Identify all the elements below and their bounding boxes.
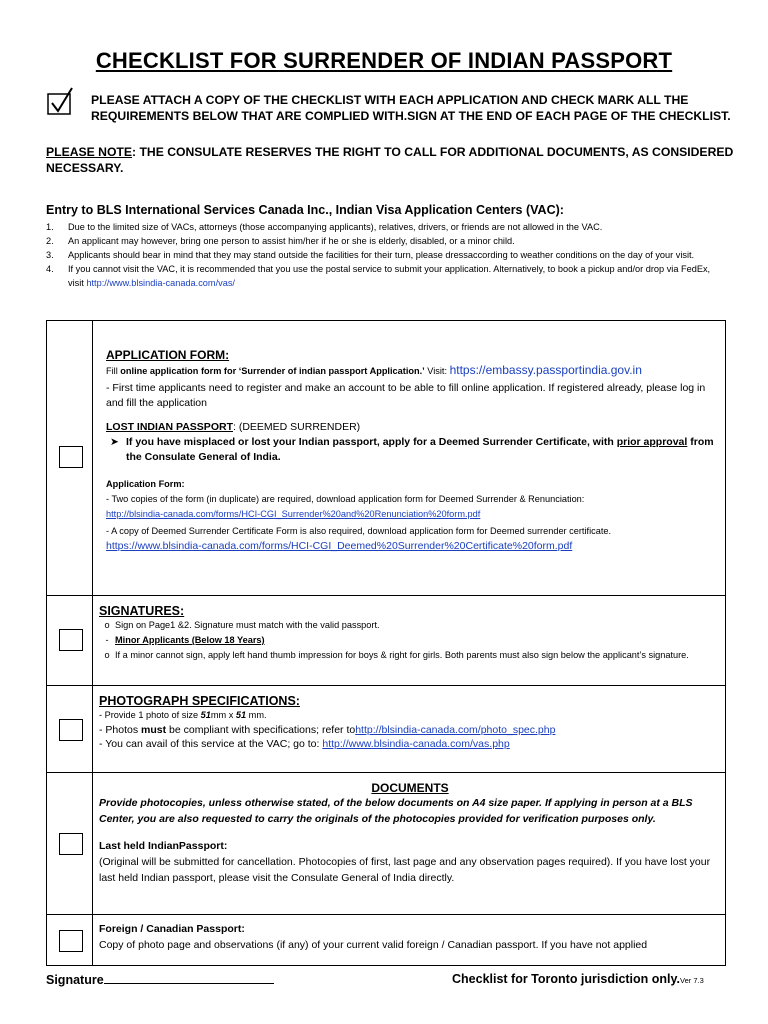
- application-form-subheading: Application Form:: [106, 479, 185, 489]
- documents-intro: Provide photocopies, unless otherwise stated, of the below documents on A4 size paper. If applying in person at a BLS Center, you are also requested to carry the originals of the photocopies provided for verification purposes only.: [99, 797, 693, 825]
- list-text: If a minor cannot sign, apply left hand thumb impression for boys & right for girls. Both parents must also sign below the applicant’s signature.: [115, 650, 689, 660]
- last-passport-text: (Original will be submitted for cancellation. Photocopies of first, last page and any observation pages required). If you have lost your last held Indian passport, please visit the Consulate General of India directly.: [99, 856, 711, 884]
- signatures-row: [47, 595, 725, 685]
- text-part: online application form for ‘Surrender of indian passport Application.’: [120, 366, 425, 376]
- text-part: mm.: [246, 710, 267, 720]
- signatures-heading: SIGNATURES:: [99, 604, 185, 618]
- photo-spec-link[interactable]: http://blsindia-canada.com/photo_spec.php: [355, 724, 556, 736]
- signatures-checkbox[interactable]: [59, 629, 83, 651]
- text-part: - Provide 1 photo of size: [99, 710, 201, 720]
- vac-entry-list: [46, 220, 726, 290]
- checkbox-cell: [47, 596, 93, 685]
- version-label: Ver 7.3: [680, 976, 704, 985]
- please-note-text: : THE CONSULATE RESERVES THE RIGHT TO CALL FOR ADDITIONAL DOCUMENTS, AS CONSIDERED NECESSARY.: [46, 145, 734, 175]
- list-item: [46, 234, 726, 248]
- list-text-part: If you cannot visit the VAC, it is recommended that you use the postal service to submit your application. Alternatively, to book a pickup and/or drop via FedEx, visit: [68, 264, 711, 288]
- text-part: [126, 435, 721, 465]
- application-form-heading: APPLICATION FORM:: [106, 348, 230, 362]
- text-part: mm x: [210, 710, 236, 720]
- list-number: 3.: [46, 250, 54, 260]
- lost-passport-bullet: [106, 435, 721, 465]
- list-item: [46, 248, 726, 262]
- passportindia-link[interactable]: https://embassy.passportindia.gov.in: [449, 363, 642, 377]
- list-number: 2.: [46, 236, 54, 246]
- signature-field[interactable]: [104, 972, 274, 984]
- list-text: An applicant may however, bring one person to assist him/her if he or she is elderly, disabled, or a minor child.: [68, 236, 515, 246]
- photograph-heading: PHOTOGRAPH SPECIFICATIONS:: [99, 694, 300, 708]
- jurisdiction-text: Checklist for Toronto jurisdiction only.: [452, 972, 681, 986]
- jurisdiction-note: [452, 972, 704, 986]
- requirements-table: [46, 320, 726, 966]
- form-line2: - A copy of Deemed Surrender Certificate Form is also required, download application form for Deemed surrender certificate.: [106, 526, 612, 536]
- list-number: 4.: [46, 264, 54, 274]
- checkbox-cell: [47, 321, 93, 595]
- list-item: [46, 262, 726, 290]
- deemed-surrender-form-link[interactable]: https://www.blsindia-canada.com/forms/HCI-CGI_Deemed%20Surrender%20Certificate%20form.pdf: [106, 540, 573, 552]
- foreign-passport-row: [47, 914, 725, 965]
- list-number: 1.: [46, 222, 54, 232]
- lost-passport-heading: [106, 420, 721, 435]
- photo-service-line: [99, 737, 721, 751]
- application-form-line2: - First time applicants need to register and make an account to be able to fill online application. If registered already, please log in and fill the application: [106, 382, 706, 409]
- documents-row: [47, 772, 725, 914]
- form-line1: - Two copies of the form (in duplicate) are required, download application form for Deemed Surrender & Renunciation:: [106, 494, 585, 504]
- photograph-checkbox[interactable]: [59, 719, 83, 741]
- foreign-passport-heading: Foreign / Canadian Passport:: [99, 923, 245, 935]
- text-part: be compliant with specifications; refer to: [166, 724, 356, 736]
- photograph-row: [47, 685, 725, 772]
- vas-link[interactable]: http://www.blsindia-canada.com/vas/: [86, 278, 235, 288]
- application-form-content: [106, 348, 721, 554]
- text-part: - Photos: [99, 724, 142, 736]
- foreign-passport-text: Copy of photo page and observations (if any) of your current valid foreign / Canadian passport. If you have not applied: [99, 939, 648, 951]
- arrow-bullet-icon: ➤: [110, 436, 119, 448]
- text-part: Fill: [106, 366, 121, 376]
- checkbox-cell: [47, 686, 93, 772]
- text-part: LOST INDIAN PASSPORT: [106, 421, 233, 433]
- circle-bullet-icon: o: [104, 620, 110, 630]
- signatures-content: [99, 604, 721, 663]
- list-item: [46, 220, 726, 234]
- text-part: : (DEEMED SURRENDER): [232, 421, 361, 433]
- application-form-row: [47, 321, 725, 595]
- page-title: CHECKLIST FOR SURRENDER OF INDIAN PASSPORT: [95, 48, 673, 73]
- documents-checkbox[interactable]: [59, 833, 83, 855]
- please-note: [46, 144, 736, 176]
- text-part: If you have misplaced or lost your Indian passport, apply for a Deemed Surrender Certificate, with: [126, 436, 617, 448]
- text-part: 51: [200, 710, 211, 720]
- documents-heading: DOCUMENTS: [371, 781, 449, 795]
- text-part: 51: [235, 710, 247, 720]
- text-part: must: [141, 724, 167, 736]
- documents-content: [99, 781, 721, 886]
- checkmark-box-icon: [46, 86, 74, 116]
- list-text: Applicants should bear in mind that they may stand outside the facilities for their turn, please dressaccording to weather conditions on the day of your visit.: [68, 250, 695, 260]
- text-part: - You can avail of this service at the VAC; go to:: [99, 738, 323, 750]
- list-item: [99, 633, 721, 648]
- attach-instructions: PLEASE ATTACH A COPY OF THE CHECKLIST WITH EACH APPLICATION AND CHECK MARK ALL THE REQUIREMENTS BELOW THAT ARE COMPLIED WITH.SIGN AT THE END OF EACH PAGE OF THE CHECKLIST.: [91, 93, 731, 123]
- vas-php-link[interactable]: http://www.blsindia-canada.com/vas.php: [322, 738, 510, 750]
- renunciation-form-link[interactable]: http://blsindia-canada.com/forms/HCI-CGI_Surrender%20and%20Renunciation%20form.pdf: [106, 509, 481, 519]
- list-text: Due to the limited size of VACs, attorneys (those accompanying applicants), relatives, drivers, or friends are not allowed in the VAC.: [68, 222, 603, 232]
- dash-bullet-icon: -: [105, 635, 109, 645]
- circle-bullet-icon: o: [104, 650, 110, 660]
- photo-compliance-line: [99, 723, 721, 737]
- text-part: prior approval: [616, 436, 688, 448]
- list-text: Minor Applicants (Below 18 Years): [115, 635, 265, 645]
- checkbox-cell: [47, 915, 93, 965]
- text-part: from the Consulate General of India.: [126, 436, 714, 463]
- foreign-passport-checkbox[interactable]: [59, 930, 83, 952]
- list-item: [99, 618, 721, 633]
- signature-line: [46, 972, 274, 987]
- application-form-line1: [106, 363, 721, 379]
- photograph-content: [99, 694, 721, 751]
- signature-label: Signature: [46, 973, 104, 987]
- last-passport-heading: Last held IndianPassport:: [99, 840, 228, 852]
- list-item: [99, 648, 721, 663]
- please-note-label: PLEASE NOTE: [46, 145, 133, 159]
- application-form-checkbox[interactable]: [59, 446, 83, 468]
- photo-size-line: [99, 708, 721, 723]
- checkbox-cell: [47, 773, 93, 914]
- vac-entry-heading: Entry to BLS International Services Canada Inc., Indian Visa Application Centers (VAC):: [46, 203, 564, 217]
- text-part: Visit:: [424, 366, 450, 376]
- foreign-passport-content: [99, 922, 721, 953]
- list-text: Sign on Page1 &2. Signature must match with the valid passport.: [115, 620, 380, 630]
- list-text: [68, 262, 726, 290]
